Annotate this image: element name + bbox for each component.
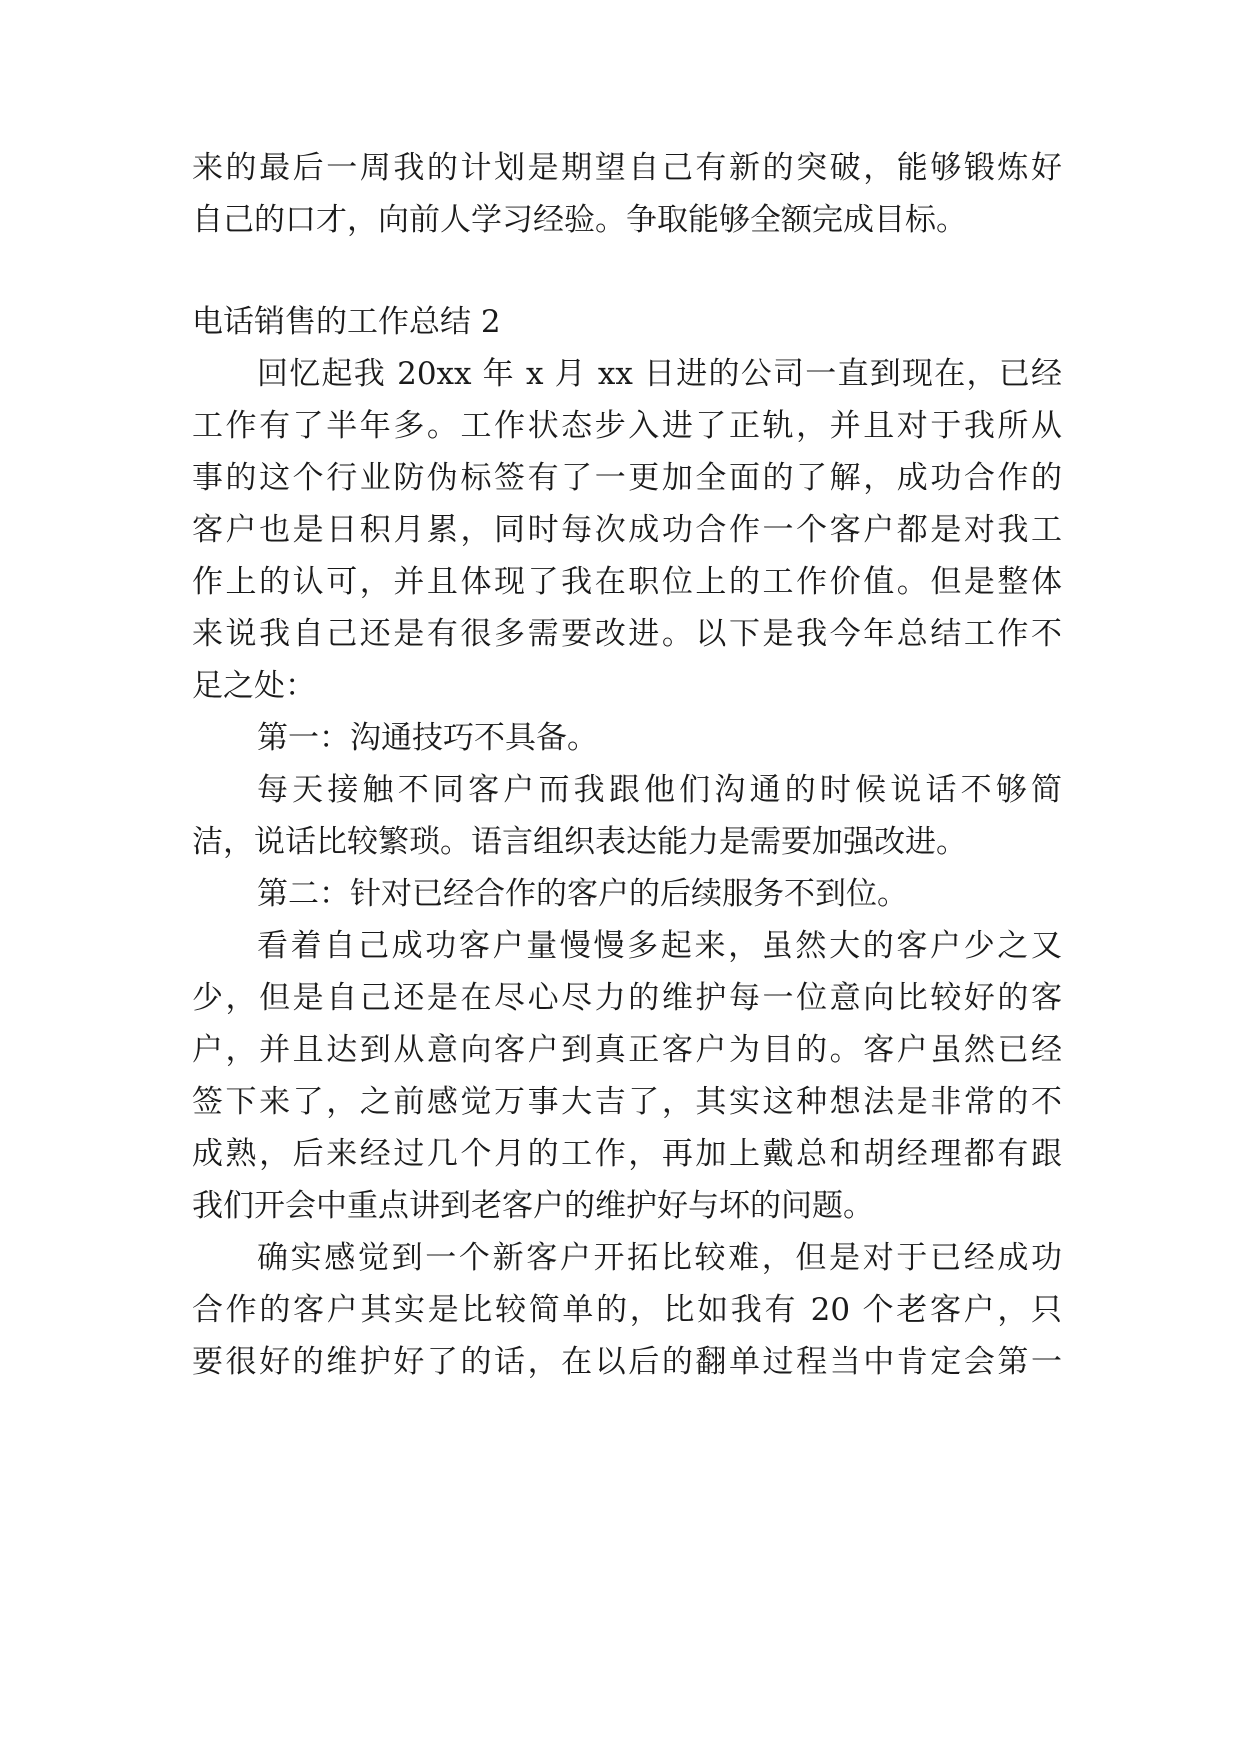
paragraph-6-line-1: 确实感觉到一个新客户开拓比较难，但是对于已经成功	[257, 1240, 1062, 1276]
paragraph-3-line-1: 每天接触不同客户而我跟他们沟通的时候说话不够简	[257, 772, 1062, 808]
paragraph-5-line-6: 我们开会中重点讲到老客户的维护好与坏的问题。	[192, 1188, 874, 1224]
paragraph-5-line-5: 成熟，后来经过几个月的工作，再加上戴总和胡经理都有跟	[192, 1136, 1062, 1172]
paragraph-1-line-3: 事的这个行业防伪标签有了一更加全面的了解，成功合作的	[192, 460, 1062, 496]
paragraph-5-line-3: 户，并且达到从意向客户到真正客户为目的。客户虽然已经	[192, 1032, 1062, 1068]
paragraph-1-line-4: 客户也是日积月累，同时每次成功合作一个客户都是对我工	[192, 512, 1062, 548]
intro-line-2: 自己的口才，向前人学习经验。争取能够全额完成目标。	[192, 202, 967, 238]
section-title: 电话销售的工作总结 2	[192, 304, 501, 340]
paragraph-6-line-3: 要很好的维护好了的话，在以后的翻单过程当中肯定会第一	[192, 1344, 1062, 1380]
paragraph-1-line-6: 来说我自己还是有很多需要改进。以下是我今年总结工作不	[192, 616, 1062, 652]
paragraph-1-line-7: 足之处：	[192, 668, 316, 704]
paragraph-2-line-1: 第一：沟通技巧不具备。	[257, 720, 598, 756]
paragraph-6-line-2: 合作的客户其实是比较简单的，比如我有 20 个老客户，只	[192, 1292, 1062, 1328]
paragraph-3-line-2: 洁，说话比较繁琐。语言组织表达能力是需要加强改进。	[192, 824, 967, 860]
paragraph-5-line-1: 看着自己成功客户量慢慢多起来，虽然大的客户少之又	[257, 928, 1062, 964]
intro-line-1: 来的最后一周我的计划是期望自己有新的突破，能够锻炼好	[192, 150, 1062, 186]
paragraph-5-line-4: 签下来了，之前感觉万事大吉了，其实这种想法是非常的不	[192, 1084, 1062, 1120]
paragraph-1-line-1: 回忆起我 20xx 年 x 月 xx 日进的公司一直到现在，已经	[257, 356, 1062, 392]
paragraph-1-line-2: 工作有了半年多。工作状态步入进了正轨，并且对于我所从	[192, 408, 1062, 444]
paragraph-1-line-5: 作上的认可，并且体现了我在职位上的工作价值。但是整体	[192, 564, 1062, 600]
paragraph-4-line-1: 第二：针对已经合作的客户的后续服务不到位。	[257, 876, 908, 912]
paragraph-5-line-2: 少，但是自己还是在尽心尽力的维护每一位意向比较好的客	[192, 980, 1062, 1016]
